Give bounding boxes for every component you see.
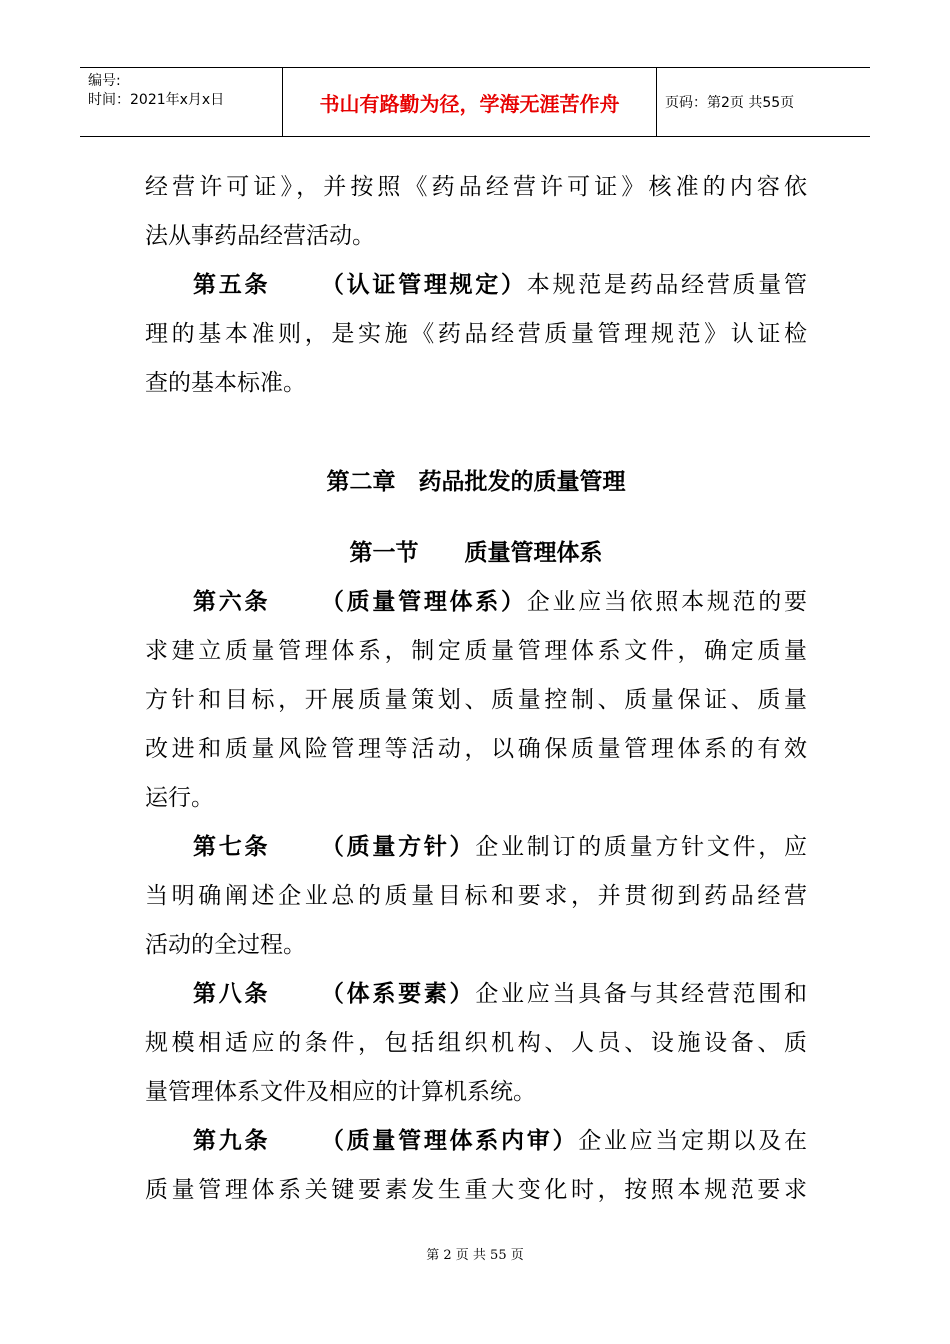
article-7-line bbox=[145, 823, 807, 872]
article-title: 第九条 bbox=[193, 1128, 271, 1154]
text-line: 规模相适应的条件，包括组织机构、人员、设施设备、质 bbox=[145, 1030, 807, 1056]
header-motto: 书山有路勤为径，学海无涯苦作舟 bbox=[282, 68, 657, 136]
article-title: 第八条 bbox=[193, 981, 271, 1007]
article-text: 企业应当依照本规范的要 bbox=[526, 589, 808, 615]
page-header bbox=[80, 67, 870, 137]
text-line: 法从事药品经营活动。 bbox=[145, 223, 375, 249]
document-number-label: 编号: bbox=[88, 73, 121, 89]
article-subtitle: （体系要素） bbox=[318, 981, 476, 1007]
text-line: 当明确阐述企业总的质量目标和要求，并贯彻到药品经营 bbox=[145, 883, 807, 909]
text-line: 运行。 bbox=[145, 785, 214, 811]
article-8-line bbox=[145, 970, 807, 1019]
header-page-info: 页码：第2页 共55页 bbox=[665, 95, 795, 111]
article-subtitle: （质量管理体系） bbox=[318, 589, 527, 615]
section-title: 第一节 质量管理体系 bbox=[349, 540, 603, 566]
article-title: 第五条 bbox=[193, 272, 271, 298]
text-line: 方针和目标，开展质量策划、质量控制、质量保证、质量 bbox=[145, 687, 807, 713]
article-text: 企业应当定期以及在 bbox=[578, 1128, 808, 1154]
text-line: 经营许可证》，并按照《药品经营许可证》核准的内容依 bbox=[145, 174, 807, 200]
text-line: 质量管理体系关键要素发生重大变化时，按照本规范要求 bbox=[145, 1177, 807, 1203]
document-body bbox=[145, 163, 807, 1215]
text-line: 量管理体系文件及相应的计算机系统。 bbox=[145, 1079, 536, 1105]
article-5-line bbox=[145, 261, 807, 310]
text-line: 活动的全过程。 bbox=[145, 932, 306, 958]
article-subtitle: （质量管理体系内审） bbox=[318, 1128, 579, 1154]
chapter-title: 第二章 药品批发的质量管理 bbox=[326, 469, 626, 495]
article-6-line bbox=[145, 578, 807, 627]
header-meta bbox=[80, 68, 282, 136]
article-subtitle: （质量方针） bbox=[318, 834, 476, 860]
article-text: 企业制订的质量方针文件，应 bbox=[475, 834, 808, 860]
article-title: 第六条 bbox=[193, 589, 271, 615]
article-subtitle: （认证管理规定） bbox=[318, 272, 527, 298]
article-title: 第七条 bbox=[193, 834, 271, 860]
document-time: 时间：2021年x月x日 bbox=[88, 92, 225, 108]
article-text: 企业应当具备与其经营范围和 bbox=[475, 981, 808, 1007]
page-footer: 第 2 页 共 55 页 bbox=[426, 1248, 524, 1263]
text-line: 改进和质量风险管理等活动，以确保质量管理体系的有效 bbox=[145, 736, 807, 762]
text-line: 查的基本标准。 bbox=[145, 370, 306, 396]
article-9-line bbox=[145, 1117, 807, 1166]
article-text: 本规范是药品经营质量管 bbox=[526, 272, 808, 298]
text-line: 求建立质量管理体系，制定质量管理体系文件，确定质量 bbox=[145, 638, 807, 664]
text-line: 理的基本准则，是实施《药品经营质量管理规范》认证检 bbox=[145, 321, 807, 347]
